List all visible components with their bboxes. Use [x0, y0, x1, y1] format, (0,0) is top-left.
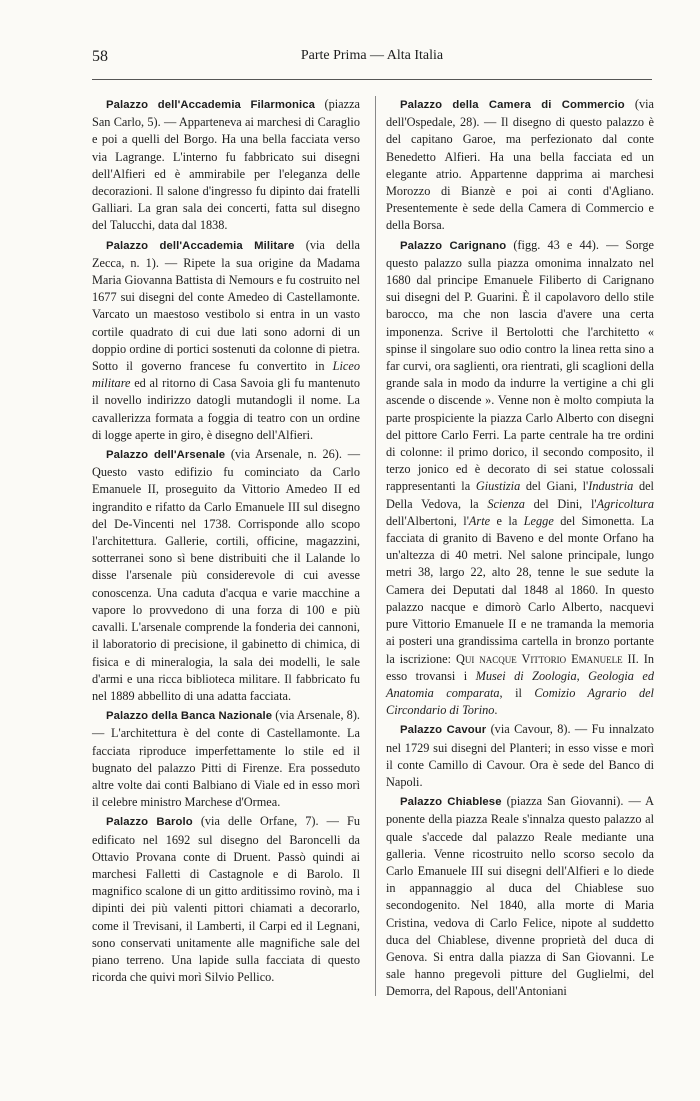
entry-text: (piazza San Carlo, 5). — Apparteneva ai marchesi di Caraglio e poi a quelli del Borgo. Ha una bella facciata verso via Lagrange. L'interno fu fabbricato sui disegni dell'Alfieri ed è ammirabile per l'eleganza delle decorazioni. Il salone d'ingresso fu dipinto dai fratelli Galliari. La gran sala dei concerti, fatta sul disegno del Talucchi, data dal 1838. — [92, 97, 360, 233]
entry-text: (via Cavour, 8). — Fu innalzato nel 1729 sui disegni del Planteri; in esso visse e morì il conte Camillo di Cavour. Ora è sede del Banco di Napoli. — [386, 722, 654, 789]
italic-term: Musei di Zoologia, Geologia ed Anatomia comparata — [386, 668, 654, 700]
entry-text: (via delle Orfane, 7). — Fu edificato nel 1692 sul disegno del Baroncelli da Ottavio Provana conte di Druent. Passò quindi ai marchesi Falletti di Castagnole e di Barolo. Il magnifico scalone di un gitto arditissimo rovinò, ma i dipinti dei più valenti pittori chiamati a decorarlo, come il Trevisani, il Lamberti, il Carpi ed il Legnani, sono conservati unitamente alle magnifiche sale del piano terreno. Una lapide sulla facciata di questo ricorda che quivi morì Silvio Pellico. — [92, 814, 360, 985]
entry-accademia-militare — [92, 237, 360, 444]
entry-title: Palazzo Carignano — [400, 239, 507, 252]
left-column — [92, 96, 360, 988]
italic-term: Liceo militare — [92, 359, 360, 391]
italic-term: Giustizia — [475, 479, 521, 494]
italic-term: Comizio Agrario del Circondario di Torino — [386, 685, 654, 718]
entry-text: (via della Zecca, n. 1). — Ripete la sua origine da Madama Maria Giovanna Battista di Nemours e fu costruito nel 1677 sui disegni del conte Amedeo di Castellamonte. Varcato un maestoso vestibolo si entra in un vasto cortile quadrato di cui due lati sono adorni di un doppio ordine di portici sostenuti da colonne di pietra. Sotto il governo francese fu convertito in — [92, 237, 360, 374]
header-rule — [92, 79, 652, 80]
italic-term: Arte — [468, 513, 491, 528]
entry-camera-commercio — [386, 96, 654, 235]
entry-title: Palazzo Cavour — [400, 724, 487, 737]
page-header — [92, 48, 652, 74]
page-number: 58 — [92, 48, 108, 65]
entry-text: (via Arsenale, 8). — L'architettura è del conte di Castellamonte. La facciata riproduce imperfettamente lo stile ed il bugnato del palazzo Pitti di Firenze. Era posseduto altre volte dai conti Balbiano di Viale ed in esso morì il celebre ministro Marchese d'Ormea. — [92, 708, 360, 810]
entry-text: ed al ritorno di Casa Savoia gli fu mantenuto il novello indirizzo datogli mutandogli il nome. La cavallerizza formata a foggia di teatro con un ordine di logge aperte in giro, è disegno dell'Alfieri. — [92, 376, 360, 442]
entry-text: del Della Vedova, la — [386, 479, 654, 511]
entry-text: (piazza San Giovanni). — A ponente della piazza Reale s'innalza questo palazzo al quale s'accede dal palazzo Reale mediante una galleria. Venne ricostruito nello scorso secolo da Carlo Emanuele III sui disegni dell'Alfieri e lo diede in appannaggio al duca del Chiablese suo secondogenito. Nel 1840, alla morte di Maria Cristina, vedova di Carlo Felice, nipote al suddetto duca del Chiablese, divenne proprietà del duca di Genova. Si entra dalla piazza di San Giovanni. Le sale hanno pregevoli pitture del Guglielmi, del Demorra, del Rapous, dell'Antoniani — [386, 794, 654, 999]
entry-text: (figg. 43 e 44). — Sorge questo palazzo sulla piazza omonima innalzato nel 1680 dal principe Emanuele Filiberto di Carignano sui disegni del P. Guarini. È il capolavoro dello stile barocco, ma che non lascia d'avere una certa imponenza. Scrive il Bertolotti che l'architetto « spinse il singolare suo odio contro la linea retta sino a far curvi, ora saglienti, ora rientrati, gli scaglioni della grande sala in modo da indurre la vertigine a chi gli ascende o discende ». Venne non è molto compiuta la parte prospiciente la piazza Carlo Alberto con disegni del pittore Carlo Ferri. La parte centrale ha tre ordini di colonne: il primo dorico, il secondo composito, il terzo jonico ed è decorato di sei statue colossali rappresentanti la — [386, 237, 654, 494]
entry-title: Palazzo Chiablese — [400, 796, 502, 809]
entry-title: Palazzo dell'Accademia Militare — [106, 239, 295, 252]
entry-text: (via dell'Ospedale, 28). — Il disegno di questo palazzo è del capitano Garoe, ma perfezionato dal conte Benedetto Alfieri. Ha una bella facciata ed un elegante atrio. Appartenne dapprima ai marchesi Morozzo di Bianzè e poi ai conti d'Agliano. Presentemente è sede della Camera di Commercio e della Borsa. — [386, 97, 654, 233]
entry-text: e la — [490, 513, 524, 528]
entry-barolo — [92, 813, 360, 986]
entry-chiablese — [386, 793, 654, 1000]
column-divider — [375, 96, 376, 996]
right-column — [386, 96, 654, 1003]
entry-cavour — [386, 721, 654, 791]
entry-title: Palazzo della Banca Nazionale — [106, 710, 273, 723]
entry-text: del Simonetta. La facciata di granito di Baveno e del monte Orfano ha un'altezza di 40 metri. Nel salone principale, lungo metri 38, largo 22, alto 28, tenne le sue sedute la Camera dei Deputati dal 1848 al 1860. In questo palazzo nacque e dimorò Carlo Alberto, nacquevi pure Vittorio Emanuele II e ne tramanda la memoria ai posteri una grandissima cartella in bronzo portante la iscrizione: — [386, 513, 654, 666]
entry-title: Palazzo dell'Arsenale — [106, 449, 226, 462]
entry-title: Palazzo dell'Accademia Filarmonica — [106, 99, 316, 111]
entry-title: Palazzo della Camera di Commercio — [400, 99, 625, 111]
entry-arsenale — [92, 446, 360, 705]
entry-carignano — [386, 237, 654, 720]
entry-accademia-filarmonica — [92, 96, 360, 235]
entry-text: dell'Albertoni, l' — [386, 513, 469, 528]
entry-text: , il — [499, 685, 535, 700]
entry-text: del Giani, l' — [520, 479, 589, 494]
italic-term: Agricoltura — [596, 496, 654, 511]
entry-title: Palazzo Barolo — [106, 816, 193, 829]
running-title: Parte Prima — Alta Italia — [300, 48, 444, 63]
bronze-inscription: Qui nacque Vittorio Emanuele II. — [455, 651, 639, 666]
italic-term: Legge — [523, 513, 554, 528]
entry-banca-nazionale — [92, 707, 360, 811]
italic-term: Scienza — [487, 496, 525, 511]
italic-term: Industria — [588, 479, 634, 494]
entry-text: (via Arsenale, n. 26). — Questo vasto edifizio fu cominciato da Carlo Emanuele II, proseguito da Vittorio Amedeo II ed ingrandito e rifatto da Carlo Emanuele III sul disegno del De-Vincenti nel 1738. Corrisponde allo scopo l'architettura. Gallerie, cortili, officine, magazzini, sotterranei sono sì bene distribuiti che il Lalande lo disse l'arsenale più considerevole di cui avesse conoscenza. Una caduta d'acqua e varie macchine a vapore lo provvedono di una forza di 100 e più cavalli. L'arsenale comprende la fonderia dei cannoni, il laboratorio di precisione, il gabinetto di chimica, di fisica e di mineralogia, la sala dei modelli, le sale d'armi e una ricca biblioteca militare. Il fabbricato fu nel 1889 abbellito di una adatta facciata. — [92, 447, 360, 703]
entry-text: del Dini, l' — [524, 496, 597, 511]
entry-text: In esso trovansi i — [386, 651, 654, 683]
entry-text: . — [494, 703, 498, 718]
